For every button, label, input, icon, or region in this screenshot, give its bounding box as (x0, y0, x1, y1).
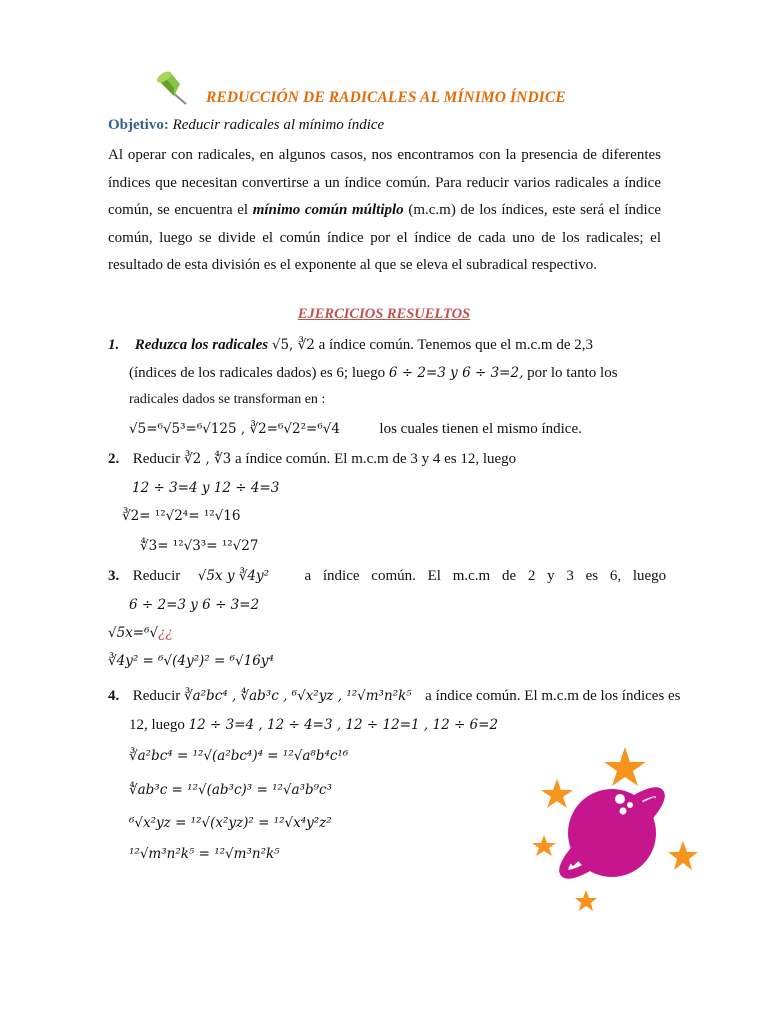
exercise-4-rest-2: 12, luego (129, 717, 185, 733)
exercise-4-number: 4. (108, 688, 120, 704)
exercise-4-text: Reducir (132, 688, 181, 704)
exercise-2-number: 2. (108, 451, 120, 467)
exercise-4-equation-2: ∜ab³c = ¹²√(ab³c)³ = ¹²√a³b⁹c³ (129, 782, 333, 798)
exercise-4-calc: 12 ÷ 3=4 , 12 ÷ 4=3 , 12 ÷ 12=1 , 12 ÷ 6=2 (188, 717, 499, 733)
exercise-4-equation-4: ¹²√m³n²k⁵ = ¹²√m³n²k⁵ (129, 846, 280, 862)
intro-paragraph (108, 142, 661, 280)
exercise-3-rest: a índice común. El m.c.m de 2 y 3 es 6, luego (304, 568, 667, 584)
exercise-4-line-2 (129, 717, 498, 734)
exercise-3-number: 3. (108, 568, 120, 584)
section-title: EJERCICIOS RESUELTOS (297, 306, 471, 322)
exercise-1-radicals: √5, ∛2 (271, 337, 315, 353)
objective-label: Objetivo: (108, 117, 169, 133)
exercise-2-calc: 12 ÷ 3=4 y 12 ÷ 4=3 (132, 480, 280, 496)
exercise-2-rest: a índice común. El m.c.m de 3 y 4 es 12, luego (235, 451, 517, 467)
document-title: REDUCCIÓN DE RADICALES AL MÍNIMO ÍNDICE (206, 89, 566, 106)
exercise-1-line-1 (108, 337, 593, 354)
exercise-3-radicals: √5x y ∛4y² (197, 568, 269, 584)
exercise-1-number: 1. (108, 337, 120, 353)
exercise-4-line-1 (108, 688, 681, 705)
exercise-3-equation-1-lhs: √5x=⁶√ (108, 625, 159, 641)
exercise-1-line-2 (129, 365, 618, 382)
exercise-2-radicals: ∛2 , ∜3 (183, 451, 232, 467)
exercise-4-radicals: ∛a²bc⁴ , ∜ab³c , ⁶√x²yz , ¹²√m³n²k⁵ (183, 688, 412, 704)
exercise-1-calc: 6 ÷ 2=3 y 6 ÷ 3=2, (388, 365, 524, 381)
exercise-2-equation-1: ∛2= ¹²√2⁴= ¹²√16 (122, 508, 241, 524)
intro-part-2: (m.c.m) de los índices, este será el índice común, luego se divide el común índice por el índice de cada uno de los radicales; el resultado de esta división es el exponente al que se eleva el subradical respectivo. (108, 202, 662, 274)
star-icon (604, 747, 646, 786)
star-icon (668, 841, 698, 870)
exercise-3-calc: 6 ÷ 2=3 y 6 ÷ 3=2 (129, 597, 260, 613)
exercise-1-text-1: a índice común. Tenemos que el m.c.m de 2,3 (318, 337, 593, 353)
exercise-4-rest: a índice común. El m.c.m de los índices es (425, 688, 681, 704)
exercise-2-equation-2: ∜3= ¹²√3³= ¹²√27 (140, 538, 259, 554)
star-icon (541, 779, 573, 808)
exercise-3-line-1 (108, 568, 666, 585)
exercise-3-equation-1 (108, 624, 173, 642)
star-icon (532, 835, 556, 856)
exercise-1-note: los cuales tienen el mismo índice. (379, 421, 582, 437)
objective-text: Reducir radicales al mínimo índice (172, 117, 385, 133)
intro-part-1: Al operar con radicales, en algunos casos, nos encontramos con la presencia de diferentes índices que necesitan convertirse a un índice común. Para reducir varios radicales a índice común, se encuentra el (108, 147, 661, 219)
pushpin-icon (150, 68, 194, 112)
exercise-1-equation: √5=⁶√5³=⁶√125 , ∛2=⁶√2²=⁶√4 (129, 421, 340, 437)
exercise-3-text: Reducir (132, 568, 181, 584)
exercise-1-text-2b: por lo tanto los (527, 365, 618, 381)
exercise-4-equation-3: ⁶√x²yz = ¹²√(x²yz)² = ¹²√x⁴y²z² (129, 815, 332, 831)
intro-bold-term: mínimo común múltiplo (252, 202, 404, 219)
objective (108, 117, 384, 134)
exercise-2-line-1 (108, 451, 516, 468)
exercise-1-text-2a: (índices de los radicales dados) es 6; luego (129, 365, 386, 381)
star-icon (575, 890, 597, 911)
exercise-1-equation-line (129, 421, 582, 438)
exercise-4-equation-1: ∛a²bc⁴ = ¹²√(a²bc⁴)⁴ = ¹²√a⁸b⁴c¹⁶ (129, 748, 349, 764)
exercise-1-text-3: radicales dados se transforman en : (129, 392, 326, 407)
planet-stars-icon (530, 735, 710, 915)
exercise-3-equation-1-error: ¿¿ (158, 625, 173, 641)
exercise-1-lead: Reduzca los radicales (134, 337, 269, 353)
exercise-3-equation-2: ∛4y² = ⁶√(4y²)² = ⁶√16y⁴ (108, 653, 274, 669)
exercise-2-text: Reducir (132, 451, 181, 467)
